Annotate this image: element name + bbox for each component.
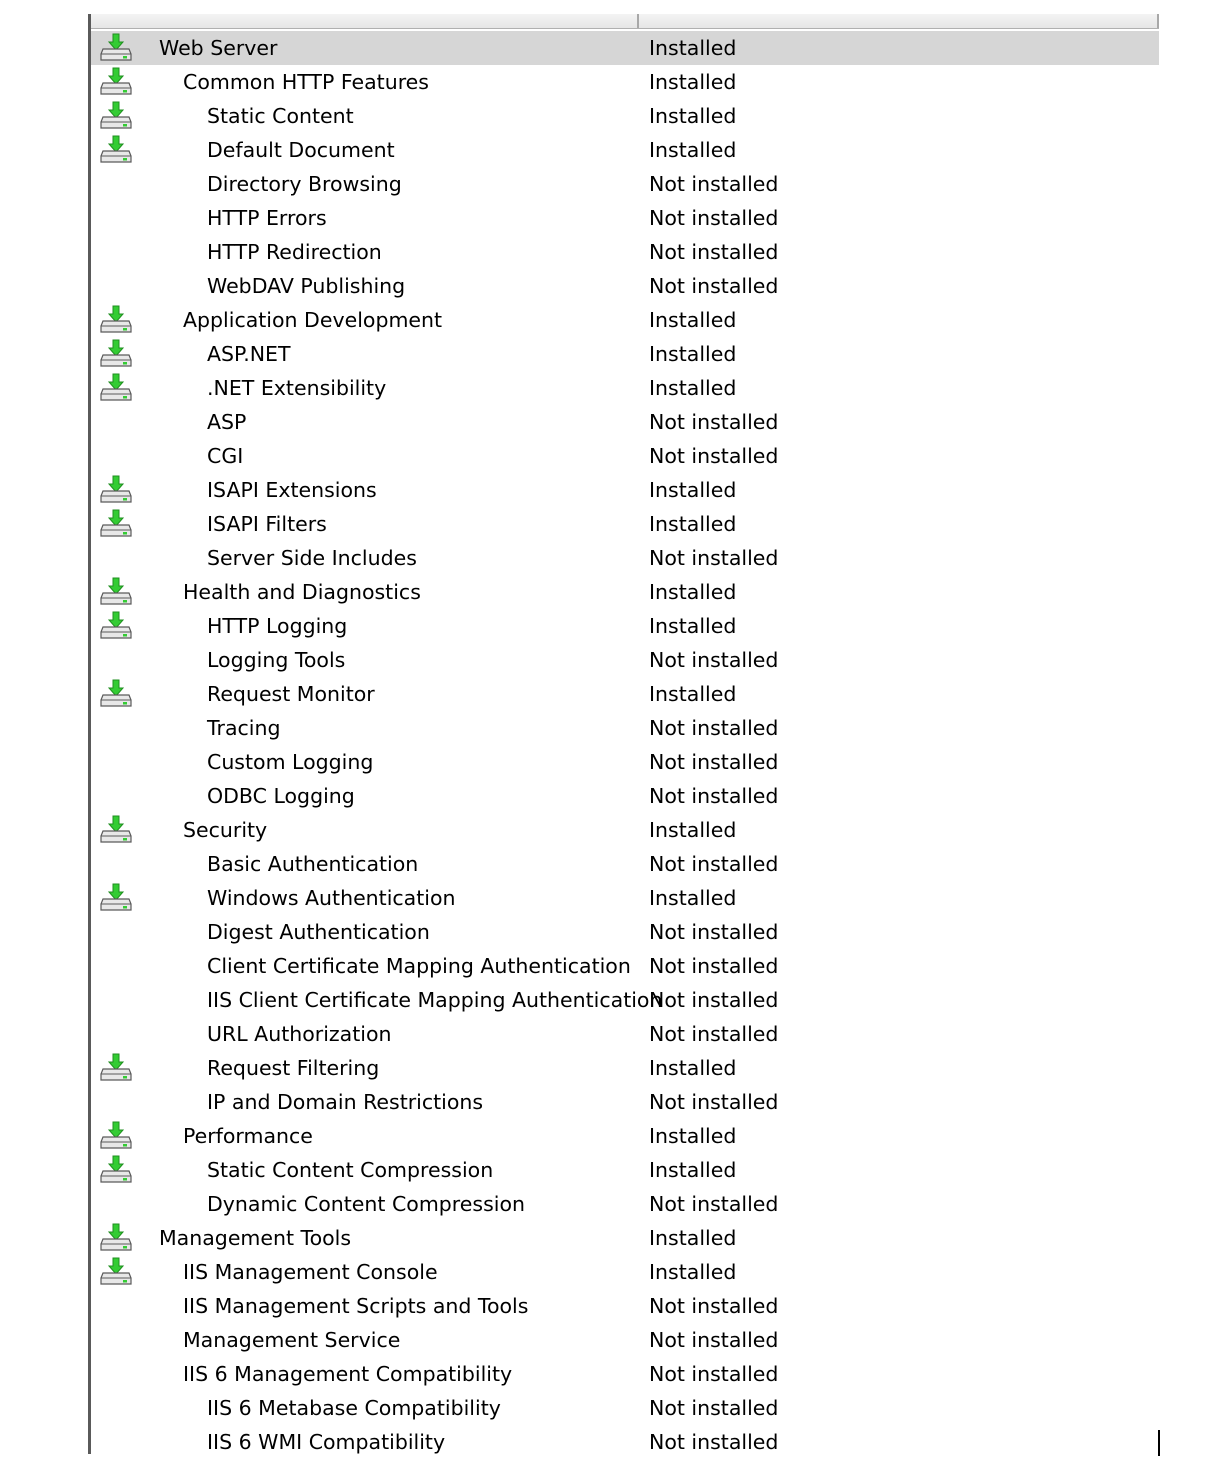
list-item[interactable] xyxy=(91,779,1159,813)
install-status: Installed xyxy=(649,614,737,638)
list-item[interactable] xyxy=(91,1391,1159,1425)
install-status: Installed xyxy=(649,308,737,332)
install-status: Installed xyxy=(649,1158,737,1182)
install-status: Not installed xyxy=(649,852,779,876)
list-item[interactable] xyxy=(91,99,1159,133)
installed-drive-icon xyxy=(99,1053,133,1083)
role-service-name: Directory Browsing xyxy=(207,172,402,196)
role-service-name: IIS 6 Metabase Compatibility xyxy=(207,1396,501,1420)
role-service-name: Static Content Compression xyxy=(207,1158,494,1182)
install-status: Installed xyxy=(649,886,737,910)
list-item[interactable] xyxy=(91,609,1159,643)
install-status: Not installed xyxy=(649,240,779,264)
list-item[interactable] xyxy=(91,405,1159,439)
list-item[interactable] xyxy=(91,1255,1159,1289)
install-status: Installed xyxy=(649,1124,737,1148)
list-item[interactable] xyxy=(91,1425,1159,1454)
install-status: Not installed xyxy=(649,1022,779,1046)
list-item[interactable] xyxy=(91,1119,1159,1153)
text-caret xyxy=(1158,1430,1160,1456)
install-status: Not installed xyxy=(649,988,779,1012)
install-status: Installed xyxy=(649,682,737,706)
role-service-name: Web Server xyxy=(159,36,278,60)
installed-drive-icon xyxy=(99,305,133,335)
role-service-name: ODBC Logging xyxy=(207,784,355,808)
role-service-name: IIS 6 Management Compatibility xyxy=(183,1362,513,1386)
role-service-name: ISAPI Filters xyxy=(207,512,327,536)
role-service-name: Health and Diagnostics xyxy=(183,580,421,604)
install-status: Not installed xyxy=(649,444,779,468)
installed-drive-icon xyxy=(99,67,133,97)
role-service-name: Management Tools xyxy=(159,1226,352,1250)
role-service-name: Request Filtering xyxy=(207,1056,380,1080)
role-service-name: Client Certificate Mapping Authentication xyxy=(207,954,631,978)
installed-drive-icon xyxy=(99,509,133,539)
list-item[interactable] xyxy=(91,1085,1159,1119)
install-status: Not installed xyxy=(649,648,779,672)
installed-drive-icon xyxy=(99,1155,133,1185)
list-item[interactable] xyxy=(91,745,1159,779)
list-item[interactable] xyxy=(91,65,1159,99)
list-item[interactable] xyxy=(91,1187,1159,1221)
list-item[interactable] xyxy=(91,439,1159,473)
role-service-name: IIS 6 WMI Compatibility xyxy=(207,1430,446,1454)
role-service-name: Digest Authentication xyxy=(207,920,430,944)
install-status: Installed xyxy=(649,36,737,60)
install-status: Installed xyxy=(649,512,737,536)
list-item[interactable] xyxy=(91,1153,1159,1187)
list-item[interactable] xyxy=(91,813,1159,847)
list-item[interactable] xyxy=(91,541,1159,575)
role-service-name: Custom Logging xyxy=(207,750,374,774)
list-item[interactable] xyxy=(91,371,1159,405)
list-item[interactable] xyxy=(91,167,1159,201)
install-status: Not installed xyxy=(649,954,779,978)
install-status: Not installed xyxy=(649,546,779,570)
list-item[interactable] xyxy=(91,31,1159,65)
install-status: Installed xyxy=(649,1260,737,1284)
list-item[interactable] xyxy=(91,507,1159,541)
list-item[interactable] xyxy=(91,473,1159,507)
list-item[interactable] xyxy=(91,847,1159,881)
install-status: Not installed xyxy=(649,1362,779,1386)
install-status: Not installed xyxy=(649,1396,779,1420)
column-divider[interactable] xyxy=(637,14,639,28)
role-service-name: IIS Management Console xyxy=(183,1260,438,1284)
installed-drive-icon xyxy=(99,679,133,709)
role-service-name: Application Development xyxy=(183,308,443,332)
role-service-name: WebDAV Publishing xyxy=(207,274,406,298)
role-service-name: ASP xyxy=(207,410,247,434)
list-item[interactable] xyxy=(91,983,1159,1017)
list-item[interactable] xyxy=(91,1323,1159,1357)
role-service-name: Logging Tools xyxy=(207,648,346,672)
list-item[interactable] xyxy=(91,1051,1159,1085)
installed-drive-icon xyxy=(99,33,133,63)
installed-drive-icon xyxy=(99,339,133,369)
install-status: Not installed xyxy=(649,784,779,808)
install-status: Installed xyxy=(649,478,737,502)
column-divider[interactable] xyxy=(1157,14,1159,28)
install-status: Not installed xyxy=(649,750,779,774)
install-status: Not installed xyxy=(649,1328,779,1352)
list-item[interactable] xyxy=(91,881,1159,915)
installed-drive-icon xyxy=(99,1121,133,1151)
install-status: Installed xyxy=(649,376,737,400)
role-service-name: Basic Authentication xyxy=(207,852,419,876)
list-item[interactable] xyxy=(91,1017,1159,1051)
installed-drive-icon xyxy=(99,1257,133,1287)
install-status: Not installed xyxy=(649,410,779,434)
role-service-name: IIS Client Certificate Mapping Authentication xyxy=(207,988,663,1012)
installed-drive-icon xyxy=(99,135,133,165)
install-status: Not installed xyxy=(649,716,779,740)
installed-drive-icon xyxy=(99,883,133,913)
list-item[interactable] xyxy=(91,677,1159,711)
installed-drive-icon xyxy=(99,577,133,607)
role-service-name: Server Side Includes xyxy=(207,546,417,570)
list-item[interactable] xyxy=(91,1357,1159,1391)
role-service-name: Default Document xyxy=(207,138,395,162)
list-header xyxy=(91,14,1159,29)
install-status: Not installed xyxy=(649,172,779,196)
role-service-name: Security xyxy=(183,818,268,842)
list-item[interactable] xyxy=(91,575,1159,609)
installed-drive-icon xyxy=(99,1223,133,1253)
role-service-name: CGI xyxy=(207,444,244,468)
list-item[interactable] xyxy=(91,269,1159,303)
role-service-name: Management Service xyxy=(183,1328,401,1352)
install-status: Not installed xyxy=(649,1430,779,1454)
role-service-name: Dynamic Content Compression xyxy=(207,1192,525,1216)
install-status: Not installed xyxy=(649,1294,779,1318)
list-item[interactable] xyxy=(91,915,1159,949)
install-status: Installed xyxy=(649,70,737,94)
role-service-name: HTTP Logging xyxy=(207,614,348,638)
role-service-name: Request Monitor xyxy=(207,682,375,706)
install-status: Installed xyxy=(649,342,737,366)
role-services-list xyxy=(88,14,1159,1454)
install-status: Installed xyxy=(649,580,737,604)
rows-container xyxy=(91,31,1159,1454)
install-status: Not installed xyxy=(649,1090,779,1114)
list-item[interactable] xyxy=(91,235,1159,269)
role-service-name: HTTP Errors xyxy=(207,206,327,230)
install-status: Installed xyxy=(649,104,737,128)
list-item[interactable] xyxy=(91,1221,1159,1255)
role-service-name: Tracing xyxy=(207,716,281,740)
role-service-name: Static Content xyxy=(207,104,354,128)
list-item[interactable] xyxy=(91,643,1159,677)
role-service-name: ASP.NET xyxy=(207,342,291,366)
install-status: Installed xyxy=(649,1226,737,1250)
role-service-name: IP and Domain Restrictions xyxy=(207,1090,484,1114)
role-service-name: Performance xyxy=(183,1124,313,1148)
role-service-name: HTTP Redirection xyxy=(207,240,382,264)
role-service-name: URL Authorization xyxy=(207,1022,392,1046)
install-status: Not installed xyxy=(649,274,779,298)
list-item[interactable] xyxy=(91,1289,1159,1323)
installed-drive-icon xyxy=(99,373,133,403)
installed-drive-icon xyxy=(99,475,133,505)
list-item[interactable] xyxy=(91,337,1159,371)
installed-drive-icon xyxy=(99,101,133,131)
install-status: Not installed xyxy=(649,920,779,944)
install-status: Installed xyxy=(649,138,737,162)
install-status: Not installed xyxy=(649,1192,779,1216)
role-service-name: ISAPI Extensions xyxy=(207,478,377,502)
install-status: Installed xyxy=(649,1056,737,1080)
role-service-name: .NET Extensibility xyxy=(207,376,387,400)
list-item[interactable] xyxy=(91,711,1159,745)
list-item[interactable] xyxy=(91,949,1159,983)
role-service-name: Windows Authentication xyxy=(207,886,456,910)
list-item[interactable] xyxy=(91,303,1159,337)
install-status: Installed xyxy=(649,818,737,842)
installed-drive-icon xyxy=(99,815,133,845)
role-service-name: IIS Management Scripts and Tools xyxy=(183,1294,529,1318)
list-item[interactable] xyxy=(91,201,1159,235)
list-item[interactable] xyxy=(91,133,1159,167)
installed-drive-icon xyxy=(99,611,133,641)
install-status: Not installed xyxy=(649,206,779,230)
role-service-name: Common HTTP Features xyxy=(183,70,429,94)
